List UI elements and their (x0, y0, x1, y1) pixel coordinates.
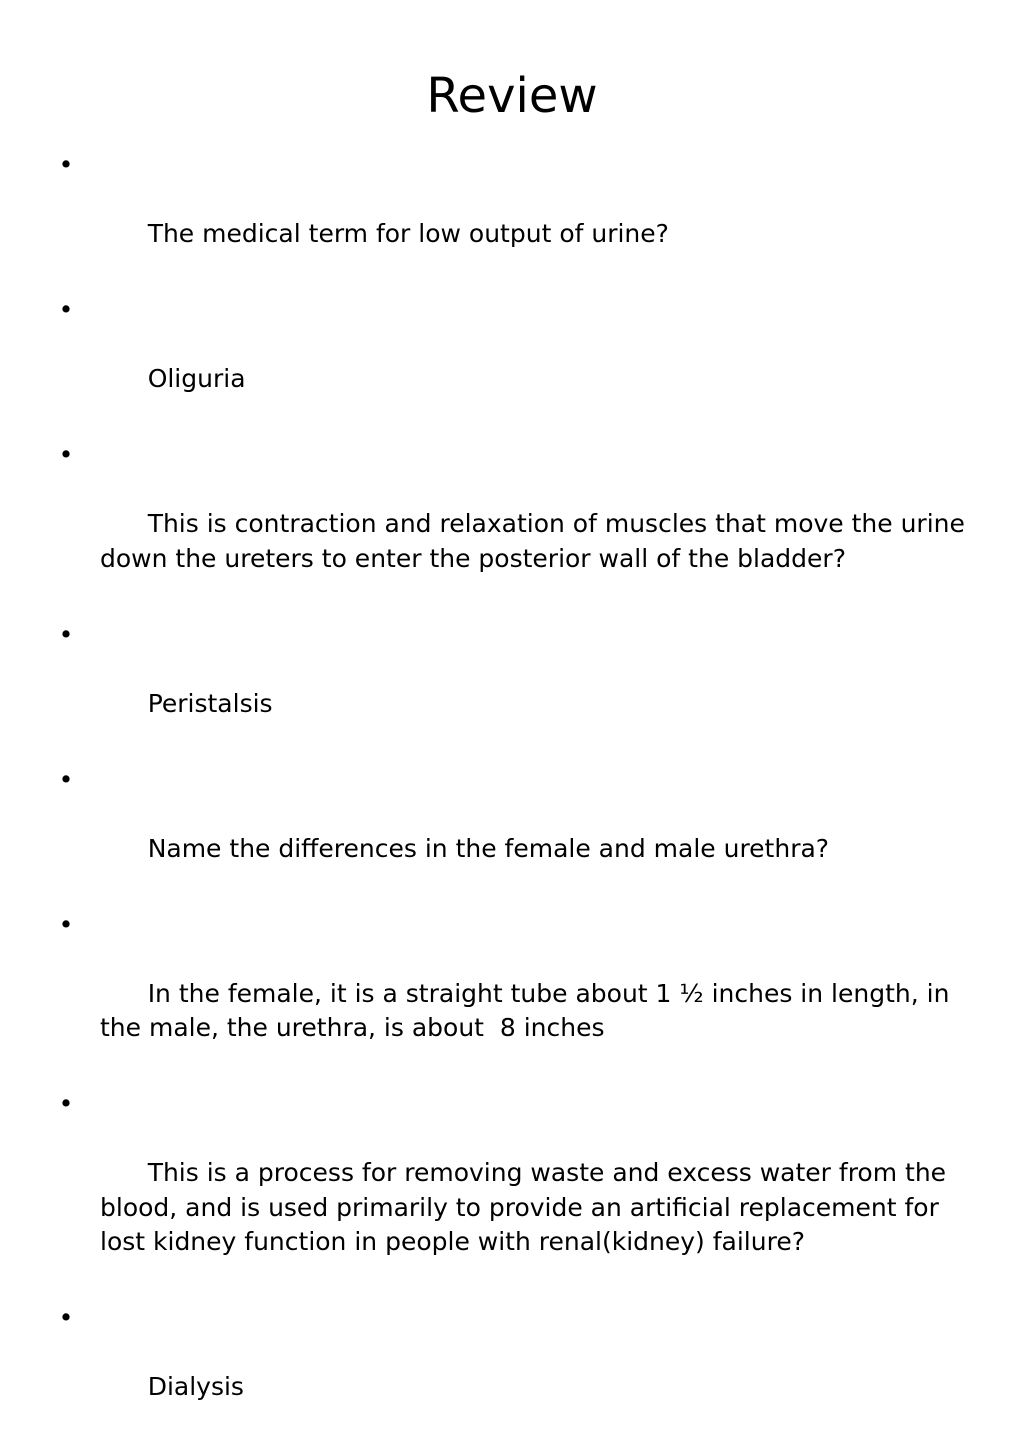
bullet-item (56, 763, 986, 901)
bullet-icon: • (58, 295, 74, 324)
bullet-icon: • (58, 1303, 74, 1332)
bullet-item (56, 1087, 986, 1294)
bullet-icon: • (58, 764, 74, 794)
bullet-item (56, 148, 986, 286)
bullet-list (56, 148, 986, 1446)
bullet-icon: • (58, 1089, 74, 1118)
bullet-text: Oliguria (147, 364, 246, 393)
bullet-text: The medical term for low output of urine? (147, 219, 669, 248)
bullet-item (56, 293, 986, 431)
slide-title: Review (426, 68, 598, 124)
bullet-icon: • (58, 150, 74, 179)
bullet-text: This is a process for removing waste and excess water from the blood, and is used primarily to provide an artificial replacement for lost kidney function in people with renal(kidney) failure? (100, 1158, 955, 1256)
bullet-item (56, 1301, 986, 1439)
bullet-item (56, 908, 986, 1081)
bullet-icon: • (58, 909, 74, 939)
bullet-icon: • (58, 440, 74, 469)
bullet-text: This is contraction and relaxation of muscles that move the urine down the ureters to enter the posterior wall of the bladder? (100, 509, 973, 573)
bullet-icon: • (58, 619, 74, 649)
bullet-text: Name the differences in the female and male urethra? (147, 833, 830, 863)
bullet-item (56, 618, 986, 756)
bullet-item (56, 438, 986, 611)
bullet-text: Peristalsis (147, 688, 273, 718)
bullet-text: In the female, it is a straight tube about 1 ½ inches in length, in the male, the urethra, is about 8 inches (100, 978, 958, 1042)
bullet-text: Dialysis (147, 1372, 244, 1401)
